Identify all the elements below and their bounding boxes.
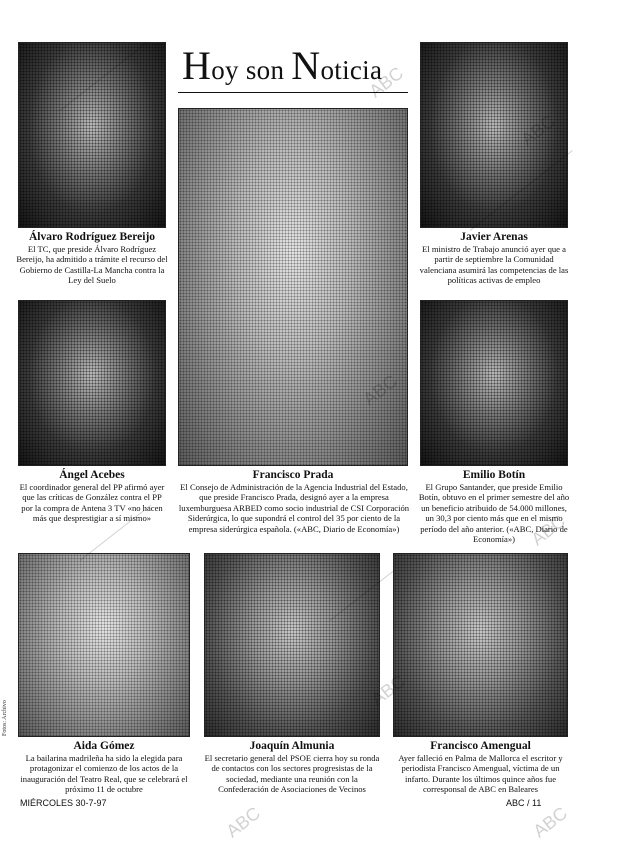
photo-francisco-amengual <box>393 553 568 737</box>
watermark: ABC <box>367 670 409 710</box>
profile-caption: El Grupo Santander, que preside Emilio Botín, obtuvo en el primer semestre del año un beneficio atribuido de 54.000 millones, un 30,3 por ciento más que en el mismo período del año anterior. («ABC, Diario de Economía») <box>418 482 570 545</box>
photo-emilio-botin <box>420 300 568 466</box>
watermark: ABC <box>365 62 407 102</box>
watermark: ABC <box>527 510 569 550</box>
photo-aida-gomez <box>18 553 190 737</box>
profile-name: Francisco Amengual <box>430 740 531 752</box>
watermark: ABC <box>222 802 264 842</box>
profile-name: Francisco Prada <box>252 469 334 481</box>
masthead-word-2: oticia <box>320 55 383 85</box>
photo-rodriguez-bereijo <box>18 42 166 228</box>
profile-caption: El ministro de Trabajo anunció ayer que a partir de septiembre la Comunidad valenciana asumirá las competencias de las políticas activas de empleo <box>419 244 569 286</box>
profile-caption: El TC, que preside Álvaro Rodríguez Bereijo, ha admitido a trámite el recurso del Gobierno de Castilla-La Mancha contra la Ley del Suelo <box>16 244 168 286</box>
profile-caption: Ayer falleció en Palma de Mallorca el escritor y periodista Francisco Amengual, víctima de un infarto. Durante los últimos quince años fue corresponsal de ABC en Baleares <box>398 753 563 795</box>
masthead-word-1: oy son <box>211 55 292 85</box>
masthead-title <box>182 42 382 89</box>
profile-caption: El Consejo de Administración de la Agencia Industrial del Estado, que preside Francisco Prada, designó ayer a la empresa luxemburguesa ARBED como socio industrial de CSI Corporación Siderúrgica, lo que supondrá el control del 35 por ciento de la empresa siderúrgica española. («ABC, Diario de Economía») <box>178 482 410 534</box>
photo-angel-acebes <box>18 300 166 466</box>
photo-francisco-prada <box>178 108 408 466</box>
masthead-initial-n: N <box>291 43 321 88</box>
profile-name: Aida Gómez <box>73 740 135 752</box>
watermark: ABC <box>529 802 571 842</box>
profile-caption: La bailarina madrileña ha sido la elegida para protagonizar el comienzo de los actos de la inauguración del Teatro Real, que se celebrará el próximo 11 de octubre <box>20 753 188 795</box>
footer-date: MIÉRCOLES 30-7-97 <box>20 798 107 808</box>
watermark: ABC <box>517 110 559 150</box>
masthead-initial-h: H <box>182 43 212 88</box>
watermark: ABC <box>359 370 401 410</box>
photo-joaquin-almunia <box>204 553 380 737</box>
profile-name: Javier Arenas <box>460 231 528 243</box>
profile-caption: El coordinador general del PP afirmó ayer que las críticas de González contra el PP por la compra de Antena 3 TV «no hacen más que desprestigiar a sí mismo» <box>19 482 165 524</box>
profile-caption: El secretario general del PSOE cierra hoy su ronda de contactos con los sectores progresistas de la sociedad, mediante una reunión con la Confederación de Asociaciones de Vecinos <box>204 753 380 795</box>
profile-name: Álvaro Rodríguez Bereijo <box>28 231 156 243</box>
profile-name: Joaquín Almunia <box>249 740 335 752</box>
photo-credit: Fotos: Archivo <box>2 700 8 736</box>
profile-name: Ángel Acebes <box>59 469 125 481</box>
profile-name: Emilio Botín <box>462 469 526 481</box>
footer-page-number: ABC / 11 <box>506 798 542 808</box>
